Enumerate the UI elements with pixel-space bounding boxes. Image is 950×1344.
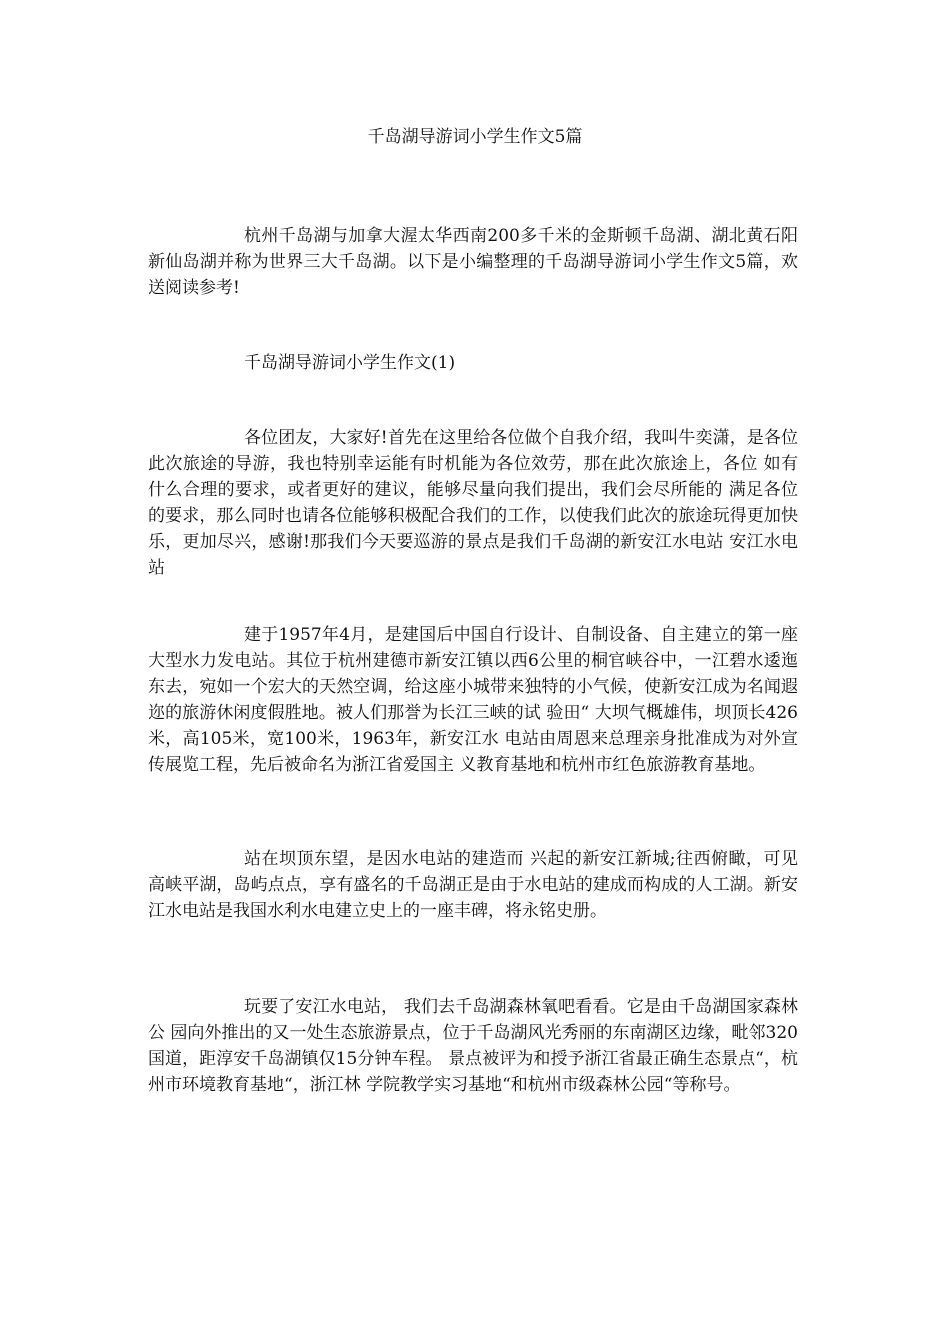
section-heading: 千岛湖导游词小学生作文(1)	[244, 353, 456, 373]
paragraph-1: 各位团友，大家好!首先在这里给各位做个自我介绍，我叫牛奕潇，是各位 此次旅途的导游，我也特别幸运能有时机能为各位效劳，那在此次旅途上，各位 如有什么合理的要求，或者更好的建议，能够尽量向我们提出，我们会尽所能的 满足各位的要求，那么同时也请各位能够积极配合我们的工作，以使我们此次的旅途玩得更加快乐，更加尽兴，感谢!那我们今天要巡游的景点是我们千岛湖的新安江水电站 安江水电站	[148, 428, 798, 578]
paragraph-2: 建于1957年4月，是建国后中国自行设计、自制设备、自主建立的第一座大型水力发电站。其位于杭州建德市新安江镇以西6公里的桐官峡谷中，一江碧水逶迤东去，宛如一个宏大的天然空调，给这座小城带来独特的小气候，使新安江成为名闻遐迩的旅游休闲度假胜地。被人们那誉为长江三峡的试 验田“ 大坝气概雄伟，坝顶长426米，高105米，宽100米，1963年，新安江水 电站由周恩来总理亲身批准成为对外宣传展览工程，先后被命名为浙江省爱国主 义教育基地和杭州市红色旅游教育基地。	[148, 625, 798, 775]
document-title: 千岛湖导游词小学生作文5篇	[367, 127, 583, 147]
paragraph-4: 玩要了安江水电站， 我们去千岛湖森林氧吧看看。它是由千岛湖国家森林公 园向外推出的又一处生态旅游景点，位于千岛湖风光秀丽的东南湖区边缘，毗邻320国道，距淳安千岛湖镇仅15分钟车程。 景点被评为和授予浙江省最正确生态景点“，杭州市环境教育基地“，浙江林 学院教学实习基地“和杭州市级森林公园“等称号。	[148, 997, 798, 1095]
intro-paragraph: 杭州千岛湖与加拿大渥太华西南200多千米的金斯顿千岛湖、湖北黄石阳新仙岛湖并称为世界三大千岛湖。以下是小编整理的千岛湖导游词小学生作文5篇，欢送阅读参考!	[148, 226, 798, 298]
paragraph-3: 站在坝顶东望，是因水电站的建造而 兴起的新安江新城;往西俯瞰，可见高峡平湖，岛屿点点，享有盛名的千岛湖正是由于水电站的建成而构成的人工湖。新安江水电站是我国水利水电建立史上的一座丰碑，将永铭史册。	[148, 849, 798, 921]
